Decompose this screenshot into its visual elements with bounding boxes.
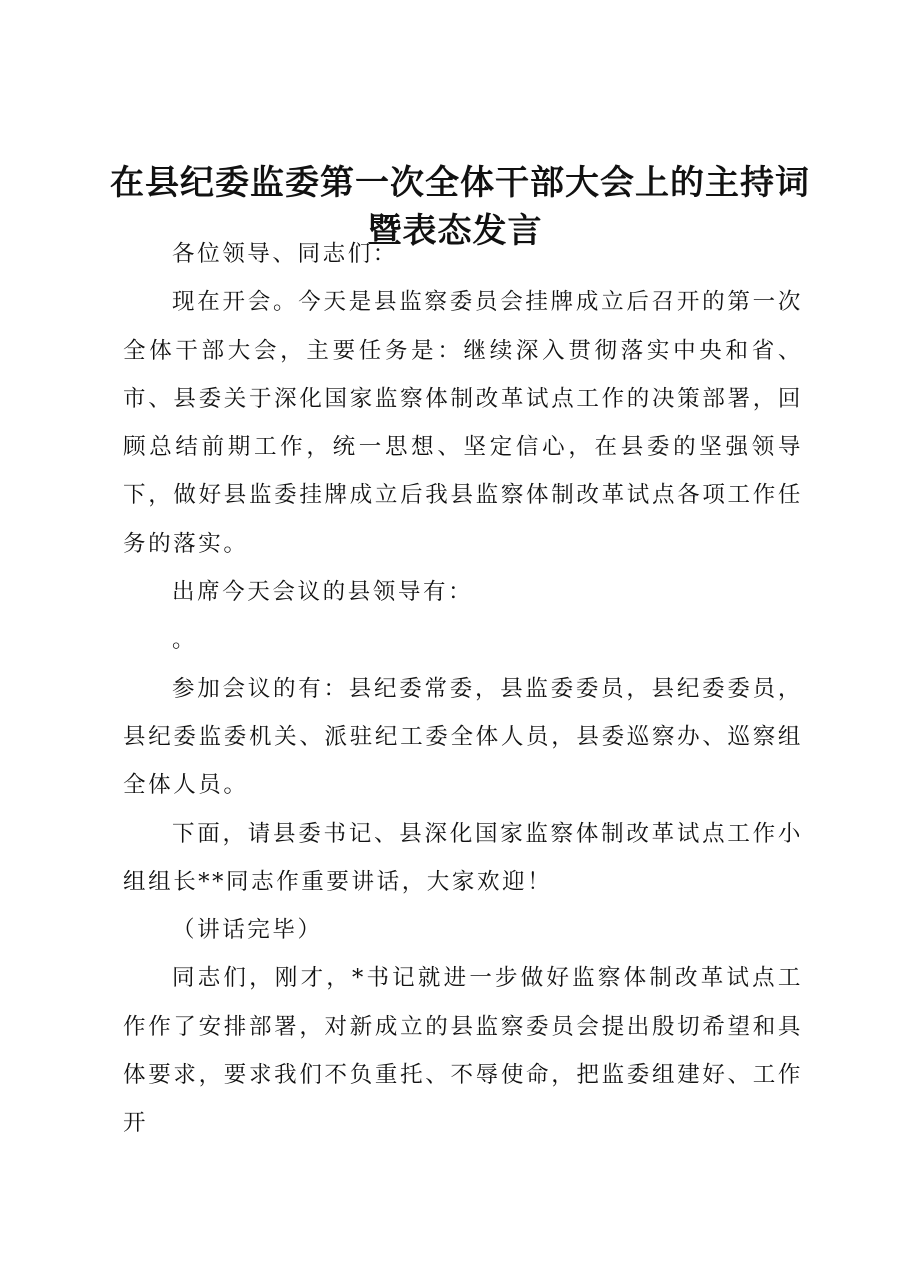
paragraph-summary: 同志们，刚才，*书记就进一步做好监察体制改革试点工作作了安排部署，对新成立的县监察委员会提出殷切希望和具体要求，要求我们不负重托、不辱使命，把监委组建好、工作开 (123, 965, 803, 1137)
document-title-line-2: 暨表态发言 (367, 211, 543, 251)
paragraph-opening: 现在开会。今天是县监察委员会挂牌成立后召开的第一次全体干部大会，主要任务是：继续深入贯彻落实中央和省、市、县委关于深化国家监察体制改革试点工作的决策部署，回顾总结前期工作，统一思想、坚定信心，在县委的坚强领导下，做好县监委挂牌成立后我县监察体制改革试点各项工作任务的落实。 (123, 289, 803, 557)
paragraph-participants: 参加会议的有：县纪委常委，县监委委员，县纪委委员，县纪委监委机关、派驻纪工委全体人员，县委巡察办、巡察组全体人员。 (123, 675, 803, 799)
paragraph-speech-finished: （讲话完毕） (172, 917, 323, 944)
document-title-line-1: 在县纪委监委第一次全体干部大会上的主持词 (110, 163, 810, 203)
document-body (123, 230, 803, 1148)
paragraph-salutation: 各位领导、同志们： (172, 241, 398, 267)
paragraph-attending-leaders: 出席今天会议的县领导有： (172, 579, 474, 606)
paragraph-invitation: 下面，请县委书记、县深化国家监察体制改革试点工作小组组长**同志作重要讲话，大家欢迎！ (123, 820, 803, 895)
paragraph-leader-list: 。 (172, 627, 198, 654)
